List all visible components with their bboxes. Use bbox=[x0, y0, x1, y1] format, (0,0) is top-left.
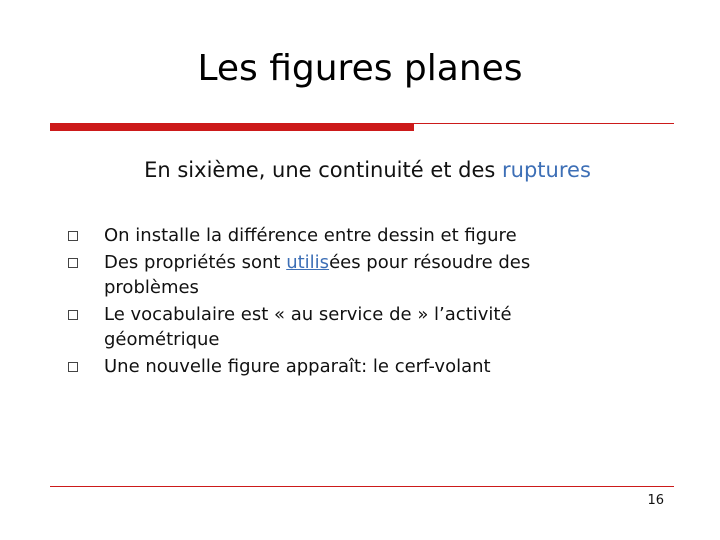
subtitle-highlight: ruptures bbox=[502, 158, 591, 182]
bullet-item bbox=[60, 223, 620, 248]
square-bullet-icon bbox=[68, 362, 78, 372]
square-bullet-icon bbox=[68, 310, 78, 320]
bullet-text-pre: Des propriétés sont bbox=[104, 252, 287, 273]
slide-title: Les figures planes bbox=[197, 48, 523, 89]
square-bullet-icon bbox=[68, 258, 78, 268]
bullet-text-post: ées pour résoudre des problèmes bbox=[104, 252, 531, 298]
bullet-text: On installe la différence entre dessin et figure bbox=[104, 225, 517, 246]
bullet-list bbox=[60, 223, 620, 381]
slide-subtitle bbox=[0, 155, 720, 185]
bullet-item bbox=[60, 302, 620, 352]
title-underline-thin bbox=[414, 123, 674, 124]
square-bullet-icon bbox=[68, 231, 78, 241]
bullet-underlined-word: utilis bbox=[286, 252, 330, 273]
title-underline-thick bbox=[50, 123, 414, 131]
bullet-item bbox=[60, 250, 620, 300]
bullet-text: Le vocabulaire est « au service de » l’activité géométrique bbox=[104, 304, 512, 350]
page-number: 16 bbox=[647, 493, 664, 508]
bullet-text: Une nouvelle figure apparaît: le cerf-volant bbox=[104, 356, 491, 377]
footer-divider bbox=[50, 486, 674, 487]
bullet-item bbox=[60, 354, 620, 379]
subtitle-text: En sixième, une continuité et des bbox=[144, 158, 496, 182]
